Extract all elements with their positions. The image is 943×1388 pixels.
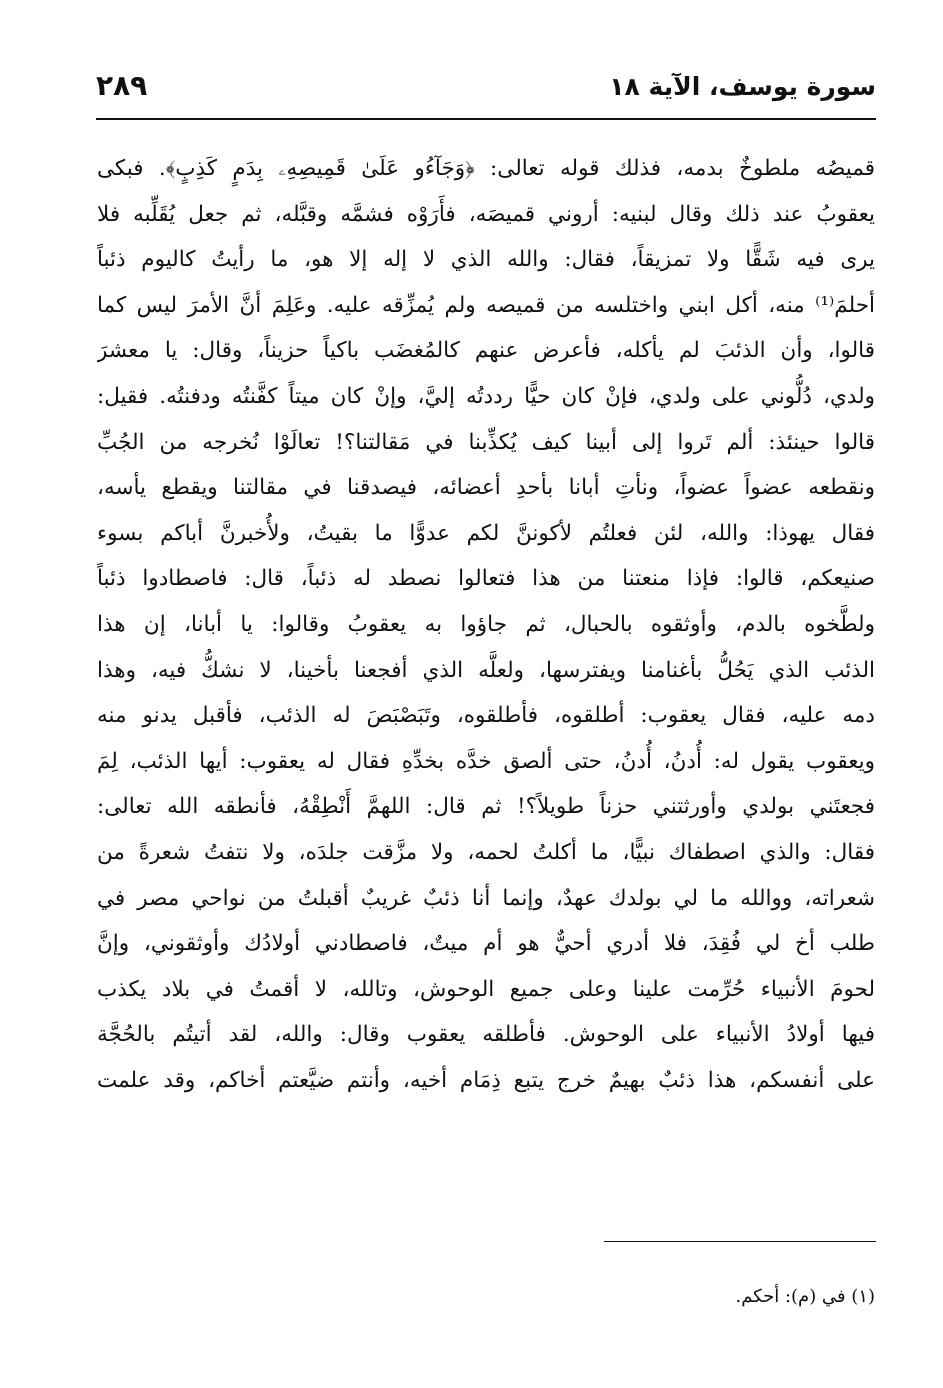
header-rule — [96, 118, 876, 120]
text-line: يعقوبُ عند ذلك وقال لبنيه: أروني قميصَه، فأَرَوْه فشمَّه وقبَّله، ثم جعل يُقَلِّبه فلا — [97, 201, 875, 227]
footnote-rule — [604, 1241, 876, 1242]
text-line: صنيعكم، قالوا: فإذا منعتنا من هذا فتعالوا نصطد له ذئباً، قال: فاصطادوا ذئباً — [97, 566, 875, 592]
text-line: الذئب الذي يَحُلُّ بأغنامنا ويفترسها، ولعلَّه الذي أفجعنا بأخينا، لا نشكُّ فيه، وهذا — [97, 657, 875, 683]
text-line: قالوا، وأن الذئبَ لم يأكله، فأعرض عنهم كالمُغضَب باكياً حزيناً، وقال: يا معشرَ — [97, 338, 875, 364]
text-line: أحلمَ⁽¹⁾ منه، أكل ابني واختلسه من قميصه ولم يُمزِّقه عليه. وعَلِمَ أنَّ الأمرَ ليس كما — [97, 292, 875, 318]
text-line: ويعقوب يقول له: أُدنُ، أُدنُ، حتى ألصق خدَّه بخدِّهِ فقال له يعقوب: أيها الذئب، لِمَ — [97, 748, 875, 774]
text-line: يرى فيه شَقًّا ولا تمزيقاً، فقال: والله الذي لا إله إلا هو، ما رأيتُ كاليوم ذئباً — [97, 247, 875, 273]
text-line: طلب أخ لي فُقِدَ، فلا أدري أحيٌّ هو أم ميتٌ، فاصطادني أولادُك وأوثقوني، وإنَّ — [97, 931, 875, 957]
running-title: سورة يوسف، الآية ١٨ — [609, 72, 876, 101]
text-line: دمه عليه، فقال يعقوب: أطلقوه، فأطلقوه، وتَبَصْبَصَ له الذئب، فأقبل يدنو منه — [97, 703, 875, 729]
page-header — [96, 64, 876, 114]
page-number: ٢٨٩ — [96, 69, 148, 102]
text-line: فقال: والذي اصطفاك نبيًّا، ما أكلتُ لحمه، ولا مزَّقت جلدَه، ولا نتفتُ شعرةً من — [97, 839, 875, 865]
text-line: فيها أولادُ الأنبياء على الوحوش. فأطلقه يعقوب وقال: والله، لقد أتيتُم بالحُجَّة — [97, 1022, 875, 1048]
body-text — [97, 146, 875, 1103]
text-line: فجعتَني بولدي وأورثتني حزناً طويلاً؟! ثم قال: اللهمَّ أَنْطِقْهُ، فأنطقه الله تعالى: — [97, 794, 875, 820]
text-line: على أنفسكم، هذا ذئبٌ بهيمٌ خرج يتبع ذِمَام أخيه، وأنتم ضيَّعتم أخاكم، وقد علمت — [97, 1067, 875, 1093]
text-line: قالوا حينئذ: ألم تَروا إلى أبينا كيف يُكذِّبنا في مَقالتنا؟! تعالَوْا نُخرجه من الجُبِّ — [97, 429, 875, 455]
text-line: فقال يهوذا: والله، لئن فعلتُم لأكوننَّ لكم عدوًّا ما بقيتُ، ولأُخبرنَّ أباكم بسوء — [97, 520, 875, 546]
text-line: لحومَ الأنبياء حُرِّمت علينا وعلى جميع الوحوش، وتالله، لا أقمتُ في بلاد يكذب — [97, 976, 875, 1002]
text-line: شعراته، ووالله ما لي بولدك عهدٌ، وإنما أنا ذئبٌ غريبٌ أقبلتُ من نواحي مصر في — [97, 885, 875, 911]
footnote: (١) في (م): أحكم. — [735, 1286, 875, 1307]
text-line: ولطَّخوه بالدم، وأوثقوه بالحبال، ثم جاؤوا به يعقوبُ وقالوا: يا أبانا، إن هذا — [97, 611, 875, 637]
text-line: قميصُه ملطوخٌ بدمه، فذلك قوله تعالى: ﴿وَجَآءُو عَلَىٰ قَمِيصِهِۦ بِدَمٍ كَذِبٍ﴾. فبكى — [97, 156, 875, 181]
text-line: ولدي، دُلُّوني على ولدي، فإنْ كان حيًّا رددتُه إليَّ، وإنْ كان ميتاً كفَّنتُه ودفنتُه. فقيل: — [97, 383, 875, 409]
text-line: ونقطعه عضواً عضواً، ونأتِ أبانا بأحدِ أعضائه، فيصدقنا في مقالتنا ويقطع يأسه، — [97, 475, 875, 501]
